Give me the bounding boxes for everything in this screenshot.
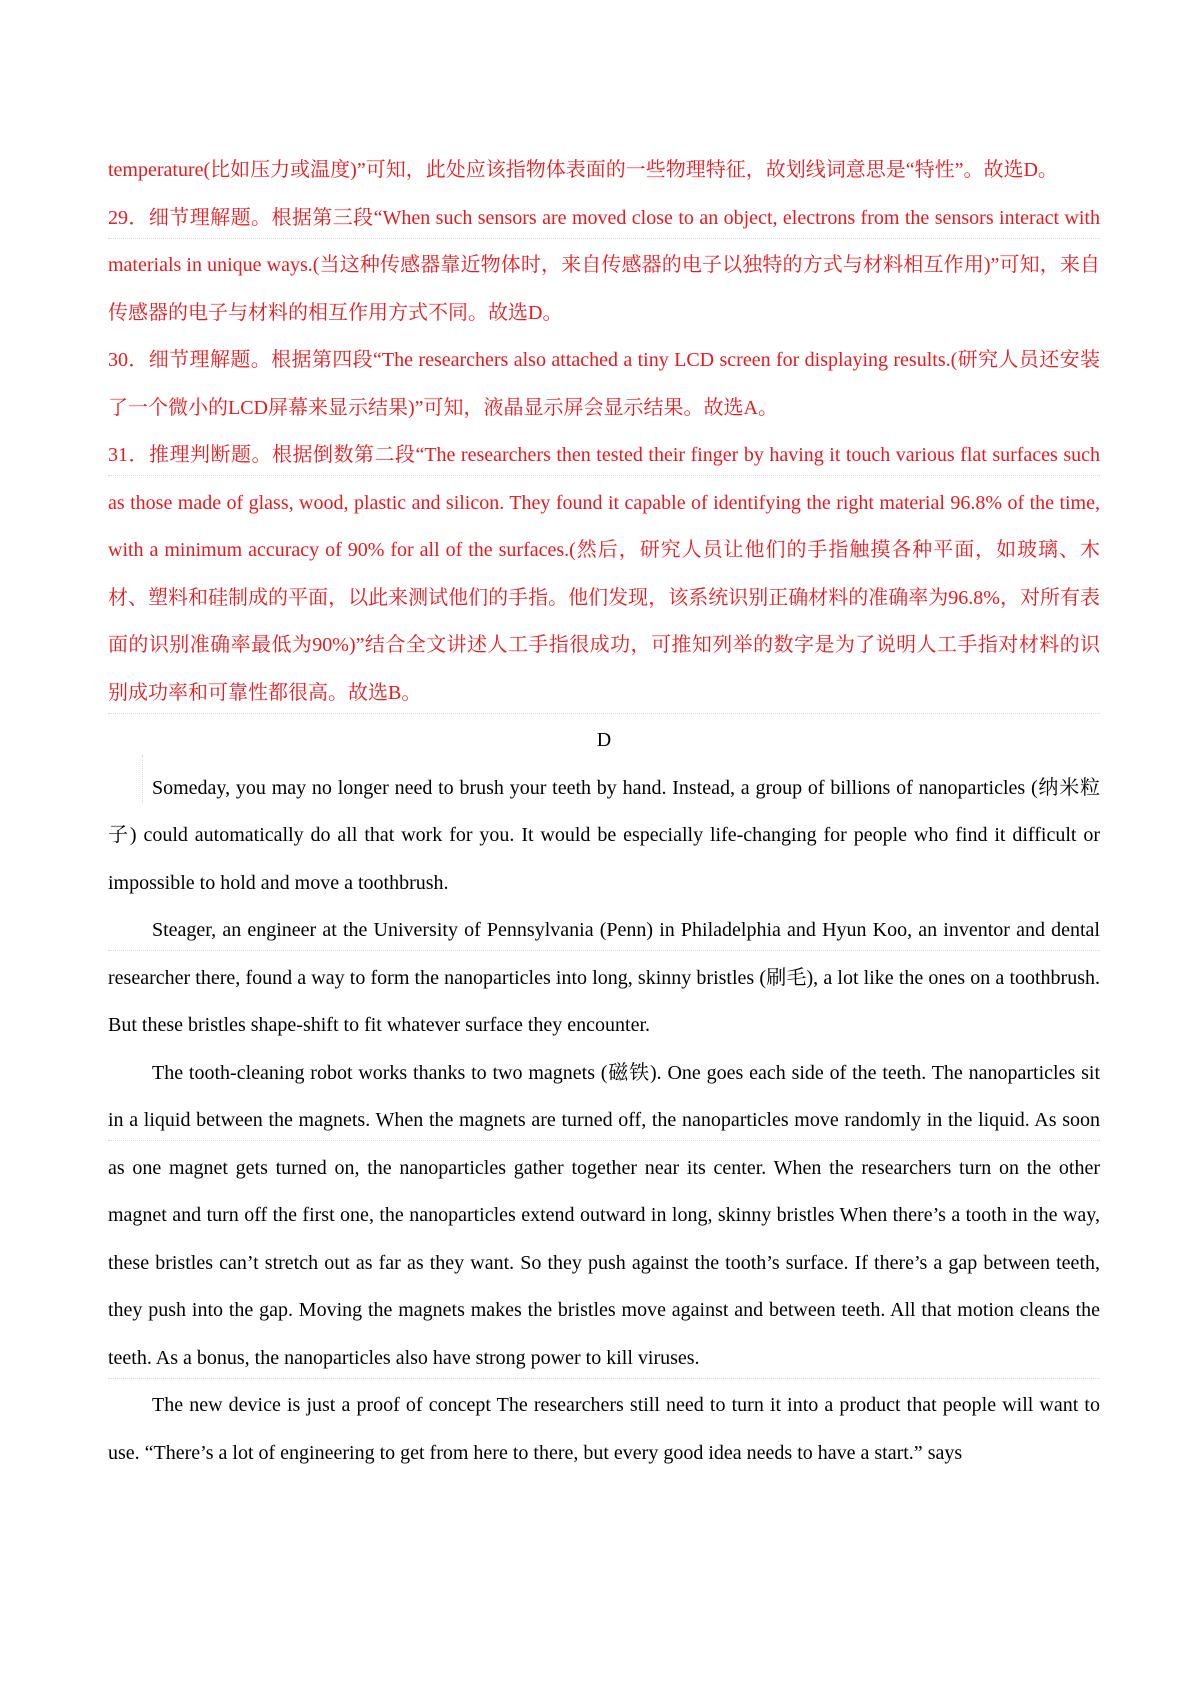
answer-28-continued: temperature(比如压力或温度)”可知，此处应该指物体表面的一些物理特征，故划线词意思是“特性”。故选D。 xyxy=(108,159,1058,181)
answer-29: 29．细节理解题。根据第三段“When such sensors are moved close to an object, electrons from the sensors interact with materials in unique ways.(当这种传感器靠近物体时，来自传感器的电子以独特的方式与材料相互作用)”可知，来自传感器的电子与材料的相互作用方式不同。故选D。 xyxy=(108,206,1100,324)
page-content xyxy=(108,147,1100,1477)
passage-paragraph-1: Someday, you may no longer need to brush your teeth by hand. Instead, a group of billions of nanoparticles (纳米粒子) could automatically do all that work for you. It would be especially life-changing for people who find it difficult or impossible to hold and move a toothbrush. xyxy=(108,776,1100,894)
passage-heading: D xyxy=(596,729,612,751)
answer-31: 31．推理判断题。根据倒数第二段“The researchers then tested their finger by having it touch various flat surfaces such as those made of glass, wood, plastic and silicon. They found it capable of identifying the right material 96.8% of the time, with a minimum accuracy of 90% for all of the surfaces.(然后，研究人员让他们的手指触摸各种平面，如玻璃、木材、塑料和硅制成的平面，以此来测试他们的手指。他们发现，该系统识别正确材料的准确率为96.8%，对所有表面的识别准确率最低为90%)”结合全文讲述人工手指很成功，可推知列举的数字是为了说明人工手指对材料的识别成功率和可靠性都很高。故选B。 xyxy=(108,444,1100,704)
passage-paragraph-2: Steager, an engineer at the University of Pennsylvania (Penn) in Philadelphia and Hyun Koo, an inventor and dental researcher there, found a way to form the nanoparticles into long, skinny bristles (刷毛), a lot like the ones on a toothbrush. But these bristles shape-shift to fit whatever surface they encounter. xyxy=(108,919,1100,1036)
passage-paragraph-3: The tooth-cleaning robot works thanks to two magnets (磁铁). One goes each side of the teeth. The nanoparticles sit in a liquid between the magnets. When the magnets are turned off, the nanoparticles move randomly in the liquid. As soon as one magnet gets turned on, the nanoparticles gather together near its center. When the researchers turn on the other magnet and turn off the first one, the nanoparticles extend outward in long, skinny bristles When there’s a tooth in the way, these bristles can’t stretch out as far as they want. So they push against the tooth’s surface. If there’s a gap between teeth, they push into the gap. Moving the magnets makes the bristles move against and between teeth. All that motion cleans the teeth. As a bonus, the nanoparticles also have strong power to kill viruses. xyxy=(108,1061,1100,1369)
passage-paragraph-4: The new device is just a proof of concept The researchers still need to turn it into a product that people will want to use. “There’s a lot of engineering to get from here to there, but every good idea needs to have a start.” says xyxy=(108,1394,1100,1464)
answer-30: 30．细节理解题。根据第四段“The researchers also attached a tiny LCD screen for displaying results.(研究人员还安装了一个微小的LCD屏幕来显示结果)”可知，液晶显示屏会显示结果。故选A。 xyxy=(108,349,1100,419)
